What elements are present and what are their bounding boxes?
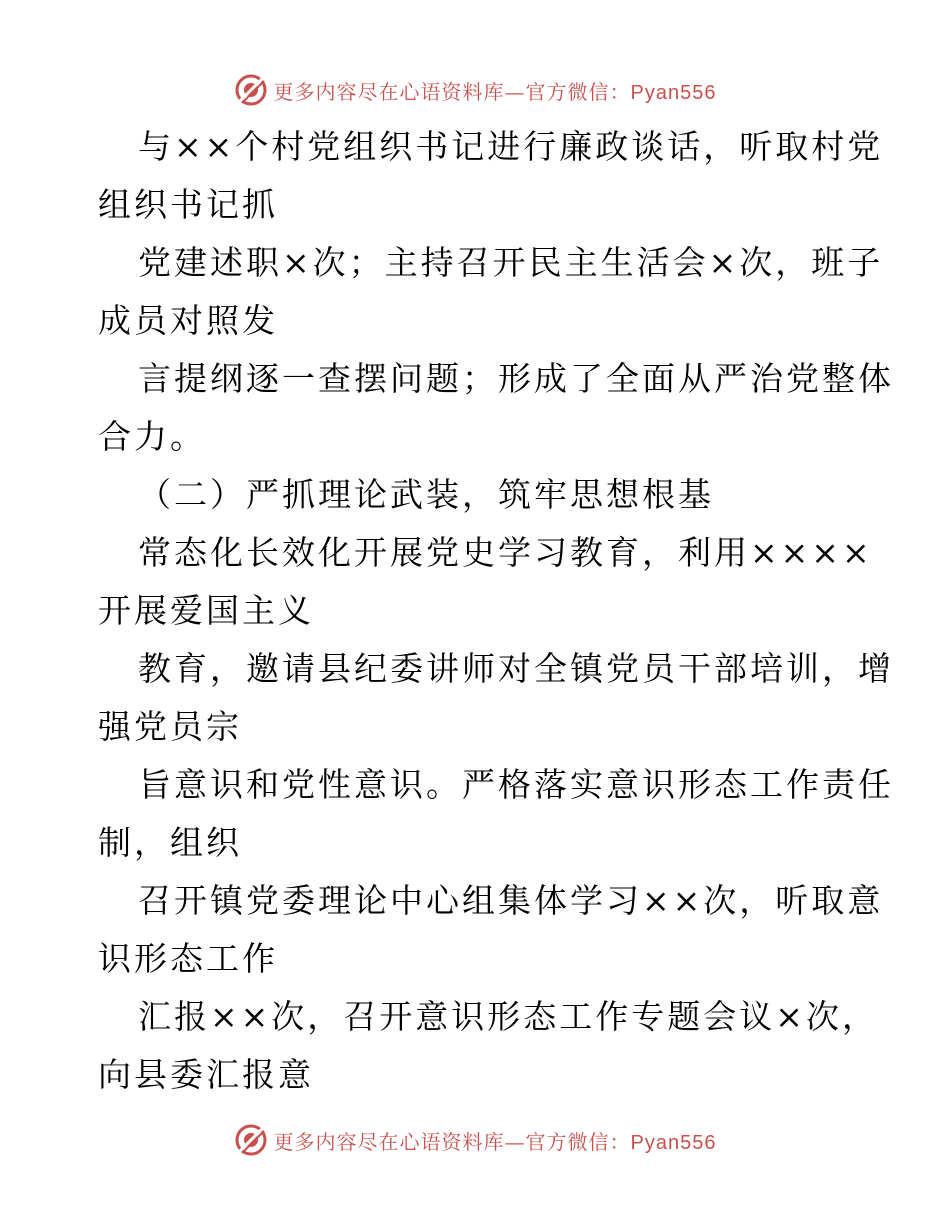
banner-slogan: 更多内容尽在心语资料库—官方微信： xyxy=(273,1129,631,1154)
text-line: 教育，邀请县纪委讲师对全镇党员干部培训，增 xyxy=(138,649,894,688)
text-line: 识形态工作 xyxy=(98,939,278,978)
text-line: 旨意识和党性意识。严格落实意识形态工作责任 xyxy=(138,765,894,804)
seal-logo-icon xyxy=(234,73,268,107)
text-line: 汇报××次，召开意识形态工作专题会议×次， xyxy=(138,997,878,1036)
banner-text xyxy=(274,76,717,105)
banner-text xyxy=(274,1126,717,1155)
text-line: 向县委汇报意 xyxy=(98,1055,314,1094)
banner-slogan: 更多内容尽在心语资料库—官方微信： xyxy=(273,79,631,104)
text-line: 制，组织 xyxy=(98,823,242,862)
text-line: 强党员宗 xyxy=(98,707,242,746)
seal-logo-icon xyxy=(234,1123,268,1157)
header-banner xyxy=(0,70,950,110)
text-line: 常态化长效化开展党史学习教育，利用×××× xyxy=(138,533,873,572)
banner-wechat-id: Pyan556 xyxy=(630,1131,717,1154)
text-line: 召开镇党委理论中心组集体学习××次，听取意 xyxy=(138,881,884,920)
document-body xyxy=(98,118,894,1104)
text-line: 成员对照发 xyxy=(98,301,278,340)
text-line: 党建述职×次；主持召开民主生活会×次，班子 xyxy=(138,243,884,282)
text-line: 言提纲逐一查摆问题；形成了全面从严治党整体 xyxy=(138,359,894,398)
text-line: 开展爱国主义 xyxy=(98,591,314,630)
banner-wechat-id: Pyan556 xyxy=(630,81,717,104)
text-line: 与××个村党组织书记进行廉政谈话，听取村党 xyxy=(138,127,884,166)
footer-banner xyxy=(0,1120,950,1160)
text-line: 组织书记抓 xyxy=(98,185,278,224)
text-line: （二）严抓理论武装，筑牢思想根基 xyxy=(138,475,714,514)
text-line: 合力。 xyxy=(98,417,206,456)
